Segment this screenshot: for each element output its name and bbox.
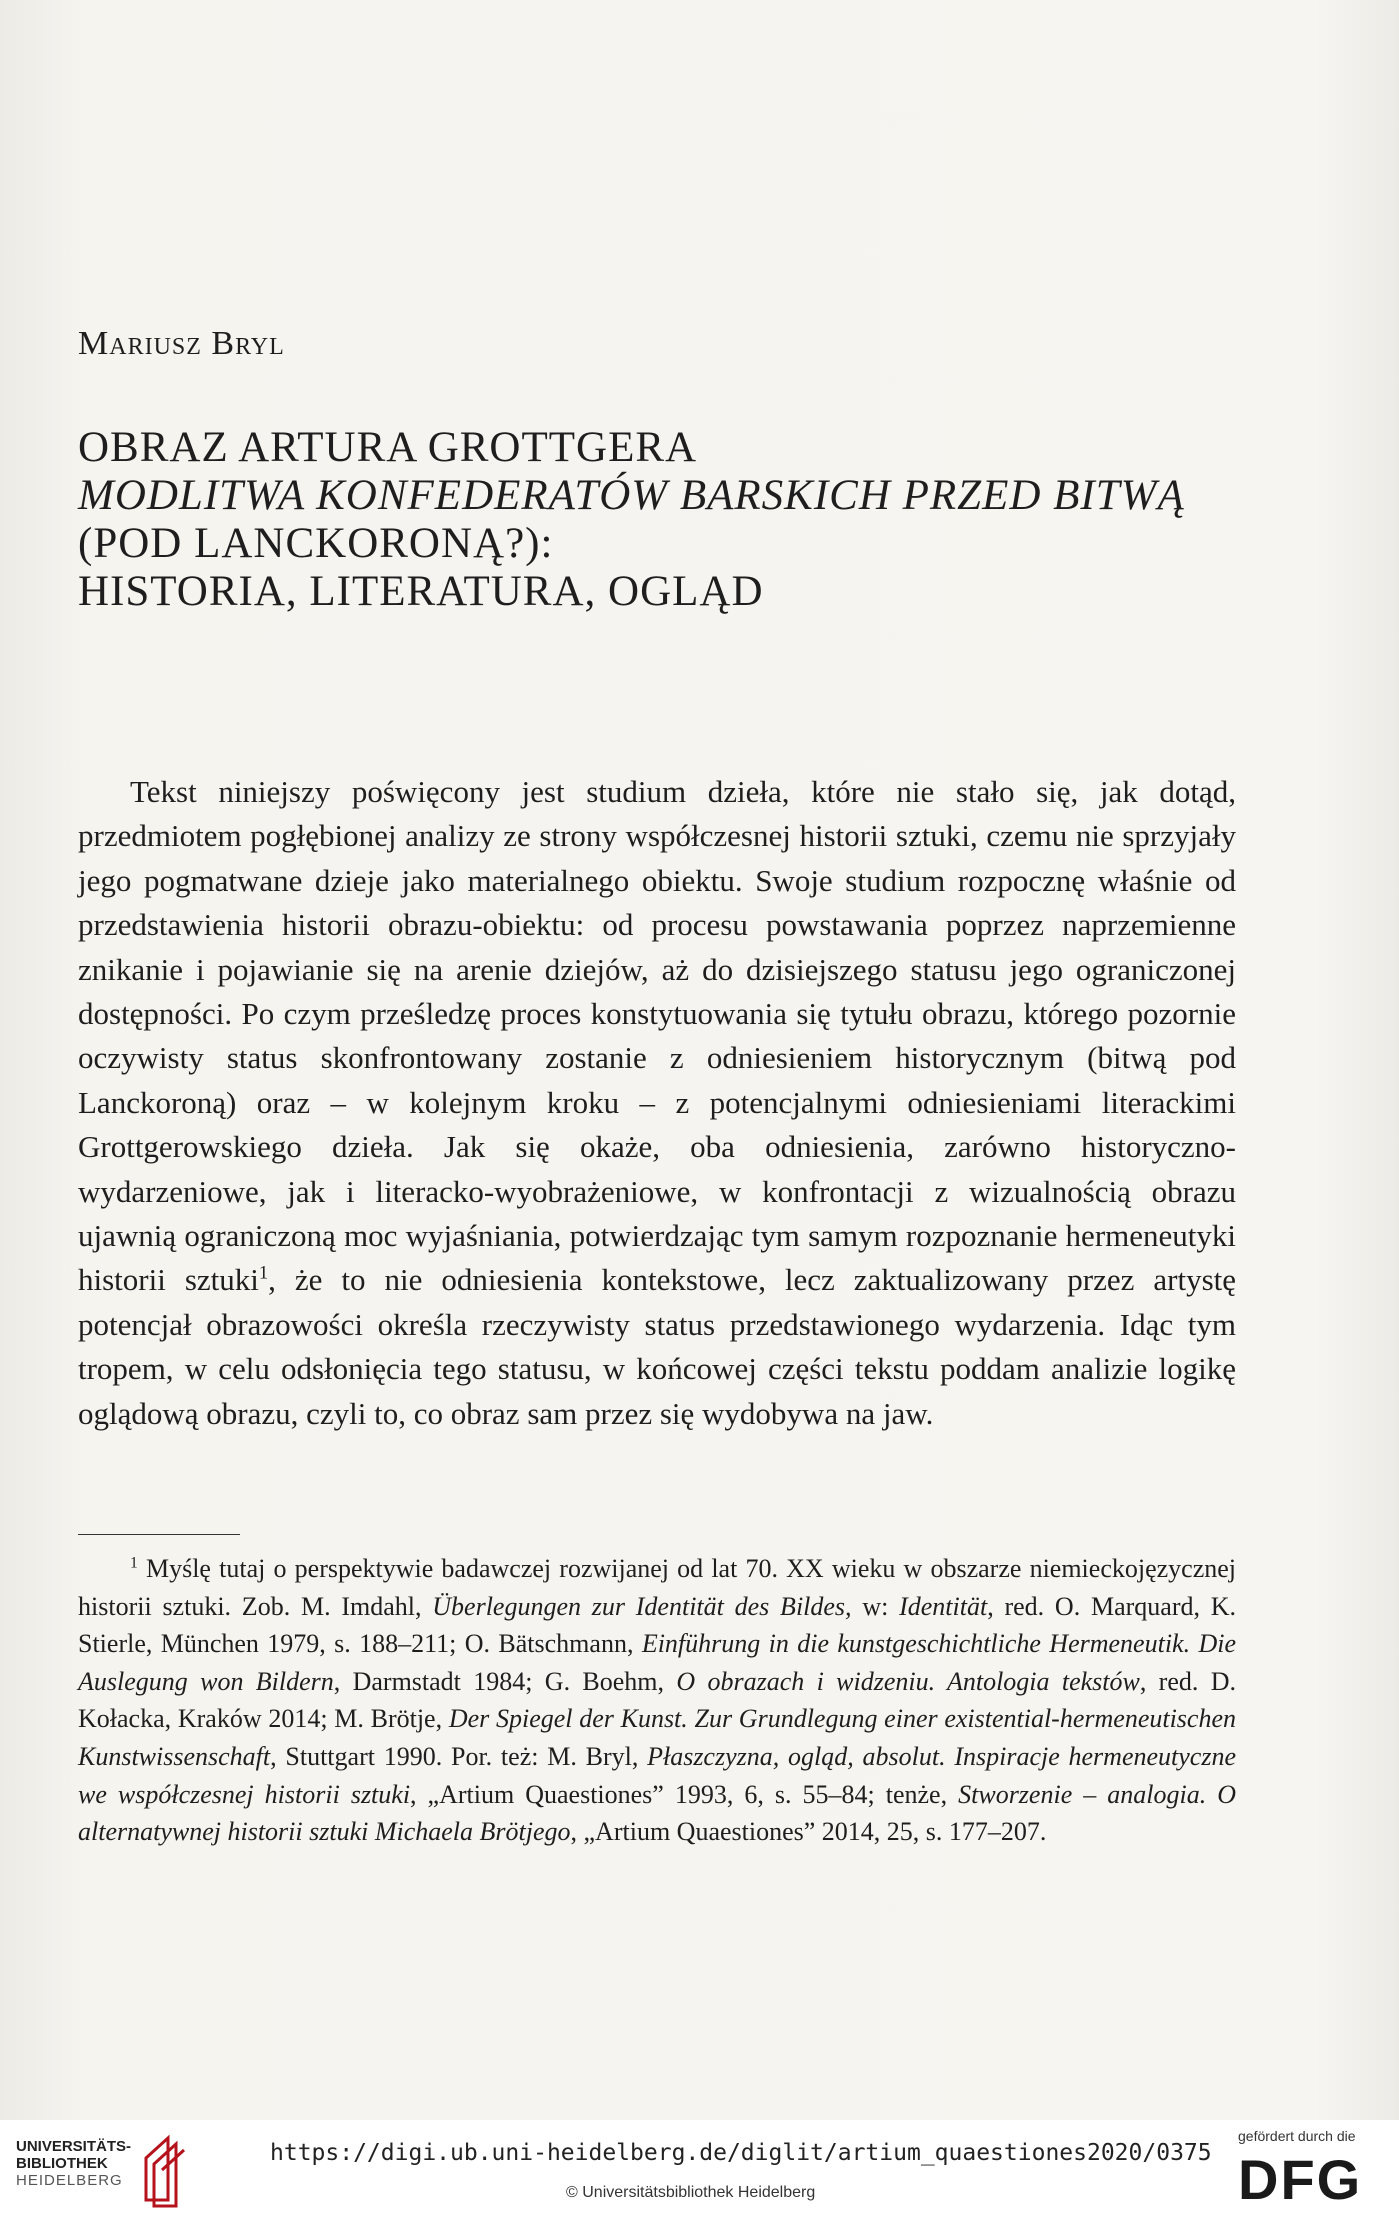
footnote-separator (78, 1534, 240, 1535)
footnote-number: 1 (130, 1554, 138, 1572)
library-name-line-2: BIBLIOTHEK (16, 2155, 108, 2172)
footnote-citation-title: Der Spiegel der Kunst. Zur Grundlegung einer existential-hermeneutischen Kunstwissenschaft (78, 1704, 1236, 1771)
dfg-logo[interactable]: DFG (1238, 2148, 1363, 2211)
title-line-2: MODLITWA KONFEDERATÓW BARSKICH PRZED BITWĄ (78, 472, 1185, 519)
bleed-through-header (230, 94, 1230, 117)
body-text-part-1: Tekst niniejszy poświęcony jest studium dzieła, które nie stało się, jak dotąd, przedmiotem pogłębionej analizy ze strony współczesnej historii sztuki, czemu nie sprzyjały jego pogmatwane dzieje jako materialnego obiektu. Swoje studium rozpocznę właśnie od przedstawienia historii obrazu-obiektu: od procesu powstawania poprzez naprzemienne znikanie i pojawianie się na arenie dziejów, aż do dzisiejszego statusu jego ograniczonej dostępności. Po czym prześledzę proces konstytuowania się tytułu obrazu, którego pozornie oczywisty status skonfrontowany zostanie z odniesieniem historycznym (bitwą pod Lanckoroną) oraz – w kolejnym kroku – z potencjalnymi odniesieniami literackimi Grottgerowskiego dzieła. Jak się okaże, oba odniesienia, zarówno historyczno-wydarzeniowe, jak i literacko-wyobrażeniowe, w konfrontacji z wizualnością obrazu ujawnią ograniczoną moc wyjaśniania, potwierdzając tym samym rozpoznanie hermeneutyki historii sztuki (78, 774, 1236, 1298)
footnote-text: , „Artium Quaestiones” 1993, 6, s. 55–84; tenże, (410, 1779, 959, 1809)
footnote-citation-title: Identität (899, 1591, 988, 1621)
author-name: Mariusz Bryl (78, 325, 285, 362)
funding-label: gefördert durch die (1238, 2128, 1356, 2144)
footnote-paragraph (78, 1550, 1236, 1851)
ub-heidelberg-logo-icon (140, 2130, 196, 2210)
footnote-text: , „Artium Quaestiones” 2014, 25, s. 177–207. (570, 1817, 1047, 1847)
footnote-text: , Stuttgart 1990. Por. też: M. Bryl, (270, 1741, 648, 1771)
body-text (78, 770, 1236, 1436)
body-paragraph (78, 770, 1236, 1436)
footnote-citation-title: Płaszczyzna, ogląd, absolut. Inspiracje hermeneutyczne we współczesnej historii sztuki (78, 1741, 1236, 1809)
footnote-text: , red. D. Kołacka, Kraków 2014; M. Brötje, (78, 1666, 1236, 1734)
footnote-reference[interactable]: 1 (258, 1263, 269, 1285)
title-line-3: (POD LANCKORONĄ?): (78, 520, 554, 567)
footnote-citation-title: Stworzenie – analogia. O alternatywnej historii sztuki Michaela Brötjego (78, 1779, 1236, 1847)
footnote-text: , red. O. Marquard, K. Stierle, München 1979, s. 188–211; O. Bätschmann, (78, 1591, 1237, 1659)
footnote-citation-title: Überlegungen zur Identität des Bildes, (432, 1591, 852, 1621)
footnote-text: , Darmstadt 1984; G. Boehm, (333, 1666, 677, 1696)
footnote-text: w: (851, 1591, 900, 1621)
title-line-4: HISTORIA, LITERATURA, OGLĄD (78, 568, 764, 615)
permalink-url[interactable]: https://digi.ub.uni-heidelberg.de/diglit/artium_quaestiones2020/0375 (270, 2140, 1212, 2166)
footnote-citation-title: O obrazach i widzeniu. Antologia tekstów (676, 1666, 1140, 1696)
article-title (78, 424, 1278, 616)
library-name-line-3: HEIDELBERG (16, 2172, 123, 2189)
body-text-part-2: , że to nie odniesienia kontekstowe, lecz zaktualizowany przez artystę potencjał obrazowości określa rzeczywisty status przedstawionego wydarzenia. Idąc tym tropem, w celu odsłonięcia tego statusu, w końcowej części tekstu poddam analizie logikę oglądową obrazu, czyli to, co obraz sam przez się wydobywa na jaw. (78, 1262, 1236, 1431)
footnote-citation-title: Einführung in die kunstgeschichtliche Hermeneutik. Die Auslegung won Bildern (78, 1629, 1236, 1696)
copyright-notice: © Universitätsbibliothek Heidelberg (566, 2184, 816, 2201)
footnote (78, 1550, 1236, 1851)
library-name-line-1: UNIVERSITÄTS- (16, 2138, 132, 2155)
title-line-1: OBRAZ ARTURA GROTTGERA (78, 424, 698, 471)
footnote-text: Myślę tutaj o perspektywie badawczej rozwijanej od lat 70. XX wieku w obszarze niemieckojęzycznej historii sztuki. Zob. M. Imdahl, (78, 1554, 1237, 1621)
